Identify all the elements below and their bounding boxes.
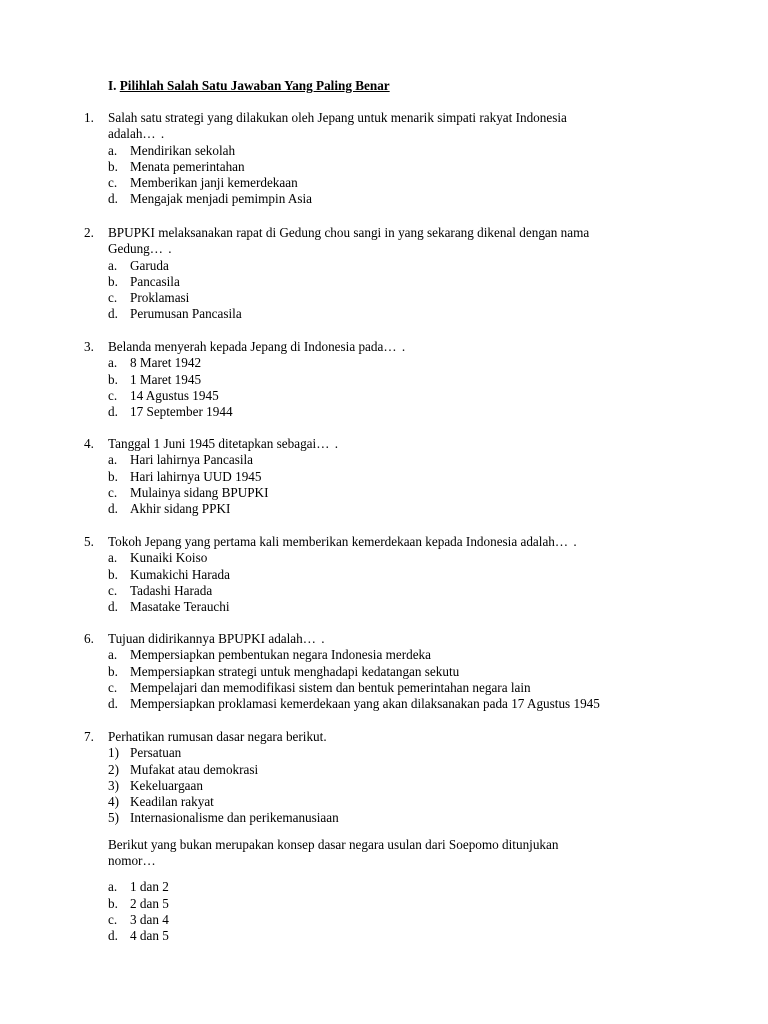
option-d[interactable]: d. Perumusan Pancasila [108,306,242,322]
question-1 [84,110,684,208]
option-b[interactable]: b. Mempersiapkan strategi untuk menghadapi kedatangan sekutu [108,663,460,679]
question-2 [84,225,684,323]
question-number: 6. [84,631,94,646]
option-a[interactable]: a. Mendirikan sekolah [108,142,236,158]
question-text: BPUPKI melaksanakan rapat di Gedung chou sangi in yang sekarang dikenal dengan nama [108,225,590,240]
option-c[interactable]: c. Tadashi Harada [108,582,213,598]
section-heading: Pilihlah Salah Satu Jawaban Yang Paling Benar [119,78,390,93]
option-c[interactable]: c. Mulainya sidang BPUPKI [108,484,269,500]
option-b[interactable]: b. Menata pemerintahan [108,158,245,174]
question-7 [84,729,684,945]
option-c[interactable]: c. Memberikan janji kemerdekaan [108,175,298,191]
list-item: 5) Internasionalisme dan perikemanusiaan [108,810,339,826]
option-c[interactable]: c. 3 dan 4 [108,911,169,927]
option-a[interactable]: a. 8 Maret 1942 [108,355,202,371]
option-c[interactable]: c. Mempelajari dan memodifikasi sistem dan bentuk pemerintahan negara lain [108,679,531,695]
question-4 [84,436,684,517]
option-d[interactable]: d. Mengajak menjadi pemimpin Asia [108,191,313,207]
option-b[interactable]: b. Pancasila [108,273,180,289]
question-text: Belanda menyerah kepada Jepang di Indonesia pada… . [108,339,407,354]
option-c[interactable]: c. 14 Agustus 1945 [108,387,219,403]
option-b[interactable]: b. 2 dan 5 [108,895,169,911]
section-title [108,78,390,94]
list-item: 3) Kekeluargaan [108,777,203,793]
option-a[interactable]: a. 1 dan 2 [108,879,169,895]
list-item: 4) Keadilan rakyat [108,794,214,810]
question-3 [84,339,684,420]
option-a[interactable]: a. Hari lahirnya Pancasila [108,452,254,468]
question-number: 3. [84,339,94,354]
question-number: 2. [84,225,94,240]
option-b[interactable]: b. Kumakichi Harada [108,566,230,582]
followup-text-cont: nomor… [108,853,157,869]
list-item: 2) Mufakat atau demokrasi [108,761,259,777]
question-text: Tanggal 1 Juni 1945 ditetapkan sebagai… . [108,436,339,451]
question-6 [84,631,684,712]
question-text: Tokoh Jepang yang pertama kali memberikan kemerdekaan kepada Indonesia adalah… . [108,534,578,549]
option-c[interactable]: c. Proklamasi [108,290,190,306]
question-number: 7. [84,729,94,744]
followup-text: Berikut yang bukan merupakan konsep dasar negara usulan dari Soepomo ditunjukan [108,836,559,852]
question-number: 5. [84,534,94,549]
question-text-cont: Gedung… . [108,241,173,257]
list-item: 1) Persatuan [108,745,182,761]
question-text-cont: adalah… . [108,126,166,142]
option-d[interactable]: d. 4 dan 5 [108,928,169,944]
option-d[interactable]: d. Masatake Terauchi [108,599,230,615]
question-text: Salah satu strategi yang dilakukan oleh Jepang untuk menarik simpati rakyat Indonesia [108,110,567,125]
option-d[interactable]: d. 17 September 1944 [108,404,233,420]
option-a[interactable]: a. Garuda [108,257,169,273]
question-text: Perhatikan rumusan dasar negara berikut. [108,729,327,744]
option-a[interactable]: a. Kunaiki Koiso [108,550,208,566]
question-number: 4. [84,436,94,451]
option-a[interactable]: a. Mempersiapkan pembentukan negara Indonesia merdeka [108,647,431,663]
option-d[interactable]: d. Mempersiapkan proklamasi kemerdekaan yang akan dilaksanakan pada 17 Agustus 1945 [108,696,600,712]
section-numeral: I. [108,78,117,93]
option-b[interactable]: b. 1 Maret 1945 [108,371,202,387]
option-d[interactable]: d. Akhir sidang PPKI [108,501,231,517]
question-5 [84,534,684,615]
question-text: Tujuan didirikannya BPUPKI adalah… . [108,631,326,646]
question-number: 1. [84,110,94,125]
option-b[interactable]: b. Hari lahirnya UUD 1945 [108,468,262,484]
